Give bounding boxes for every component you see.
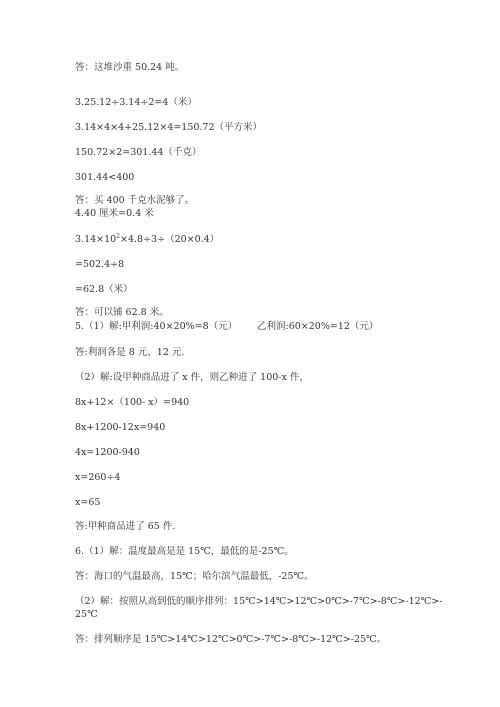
q6-1-extremes: 6.（1）解：温度最高是是 15℃，最低的是-25℃。 (75, 546, 294, 557)
q6-2-ordering-wrap: 25℃ (75, 609, 98, 620)
q5-2-expand: 8x+1200-12x=940 (75, 422, 166, 433)
q3-step-cement: 150.72×2=301.44（千克） (75, 147, 202, 158)
q4-step-volume-exponent: 2 (116, 232, 121, 240)
q4-step-volume-part2: ×4.8÷3÷（20×0.4） (120, 234, 220, 245)
answer-temperatures: 答：海口的气温最高，15℃；哈尔滨气温最低，-25℃。 (75, 571, 314, 582)
answer-cement-enough: 答：买 400 千克水泥够了。 (75, 195, 195, 206)
q5-2-equation: 8x+12×（100- x）=940 (75, 397, 190, 408)
q4-step-volume (75, 234, 219, 246)
answer-ordering: 答：排列顺序是 15℃>14℃>12℃>0℃>-7℃>-8℃>-12℃>-25℃。 (75, 634, 387, 645)
q5-2-divide: x=260÷4 (75, 472, 121, 483)
q4-unit-conversion: 4.40 厘米=0.4 米 (75, 208, 154, 219)
q4-step-volume-part1: 3.14×10 (75, 234, 117, 245)
q4-step-result: =62.8（米） (75, 284, 133, 295)
q3-step-radius: 3.25.12÷3.14÷2=4（米） (75, 97, 197, 108)
q5-2-result: x=65 (75, 497, 101, 508)
q3-step-compare: 301.44<400 (75, 172, 135, 183)
q5-profit-a: 5.（1）解:甲利润:40×20%=8（元） (75, 321, 238, 332)
q5-profit-line (75, 321, 379, 333)
q4-step-divide: =502.4÷8 (75, 259, 125, 270)
q5-2-simplify: 4x=1200-940 (75, 447, 140, 458)
answer-profits: 答:利润各是 8 元、12 元. (75, 347, 185, 358)
q5-profit-b: 乙利润:60×20%=12（元） (257, 321, 379, 332)
q5-2-setup: （2）解:设甲种商品进了 x 件，则乙种进了 100-x 件， (75, 372, 309, 383)
answer-item-count: 答:甲种商品进了 65 件. (75, 521, 176, 532)
answer-pave-length: 答：可以铺 62.8 米。 (75, 307, 169, 318)
q3-step-area: 3.14×4×4+25.12×4=150.72（平方米） (75, 122, 263, 133)
q6-2-ordering: （2）解：按照从高到低的顺序排列：15℃>14℃>12℃>0℃>-7℃>-8℃>-12℃>- (75, 596, 443, 607)
answer-sand-weight: 答：这堆沙重 50.24 吨。 (75, 62, 185, 73)
